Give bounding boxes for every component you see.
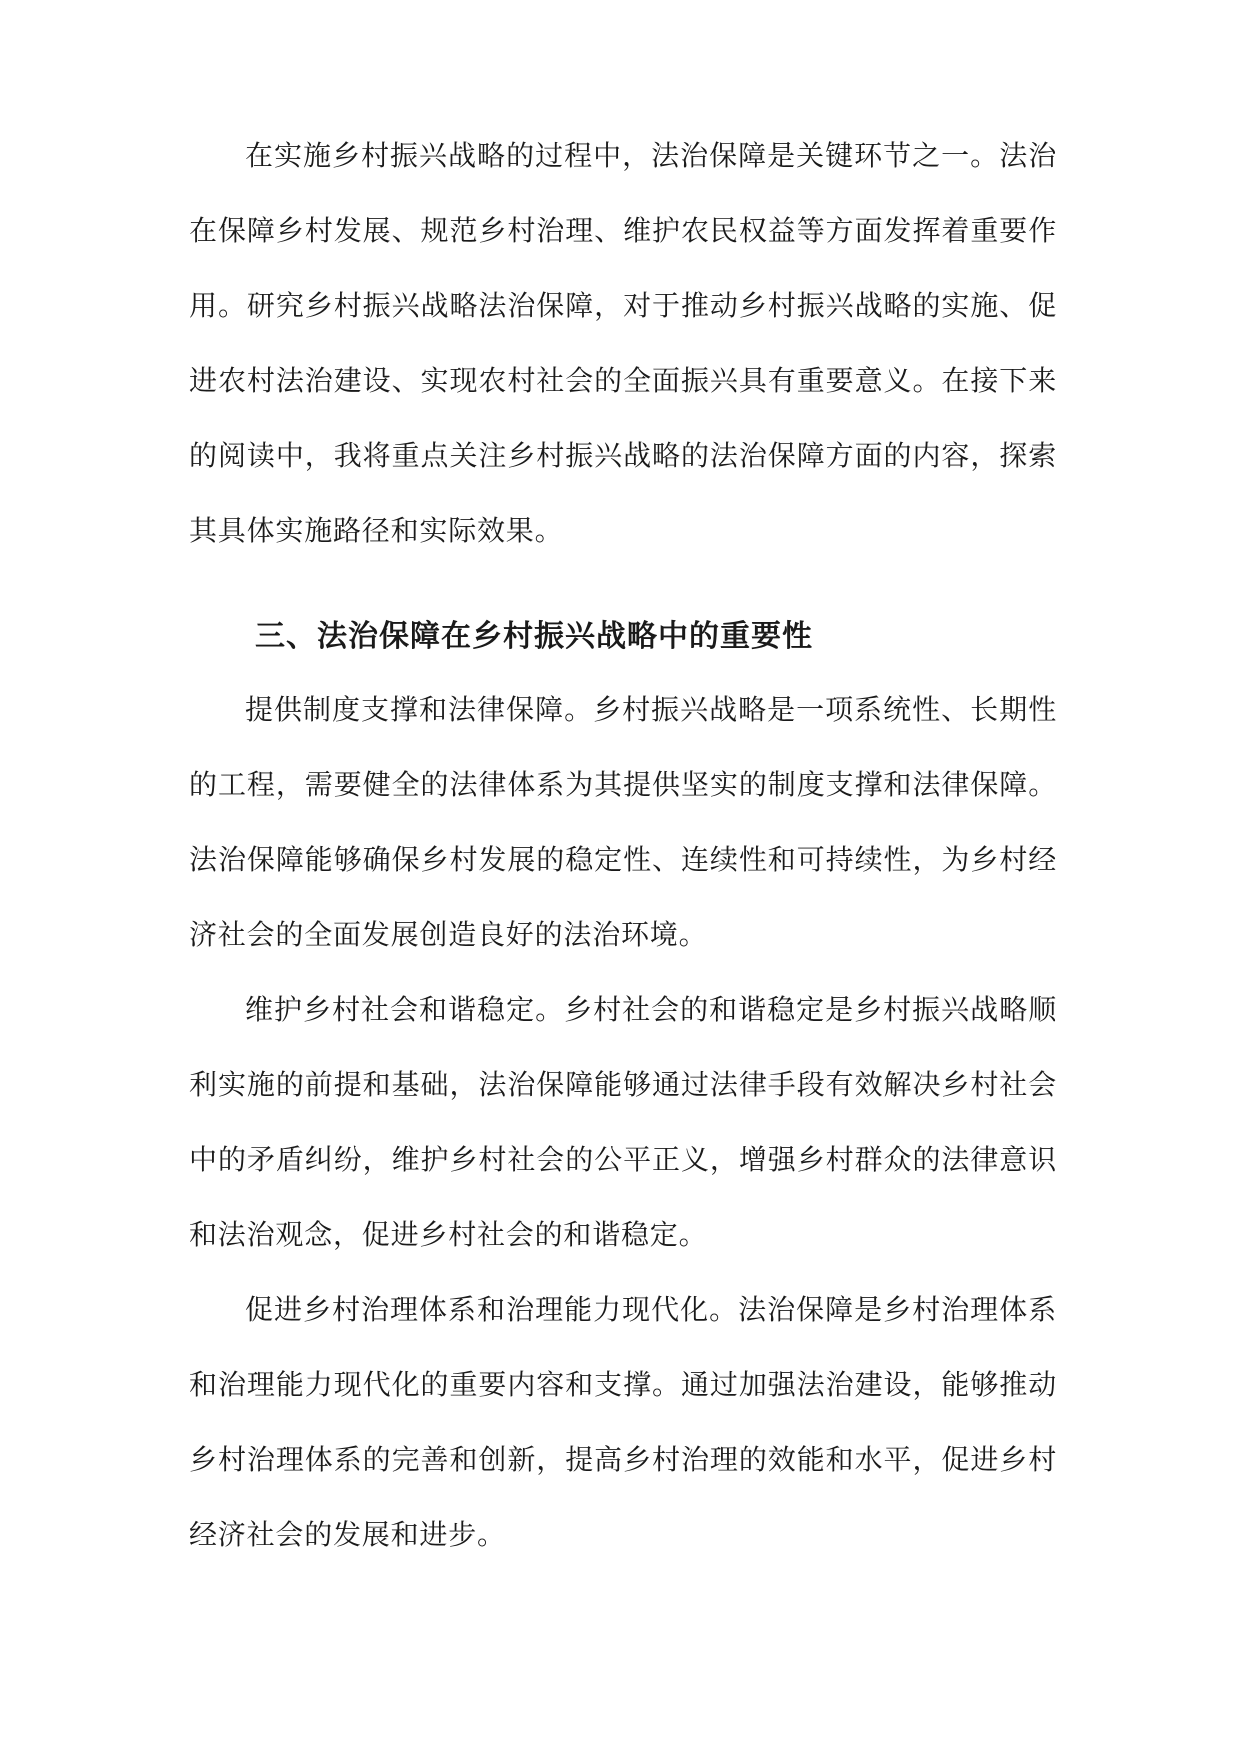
paragraph-social-harmony: 维护乡村社会和谐稳定。乡村社会的和谐稳定是乡村振兴战略顺利实施的前提和基础，法治保障能够通过法律手段有效解决乡村社会中的矛盾纠纷，维护乡村社会的公平正义，增强乡村群众的法律意识和法治观念，促进乡村社会的和谐稳定。 (189, 993, 1057, 1251)
paragraph-institutional-support: 提供制度支撑和法律保障。乡村振兴战略是一项系统性、长期性的工程，需要健全的法律体系为其提供坚实的制度支撑和法律保障。法治保障能够确保乡村发展的稳定性、连续性和可持续性，为乡村经济社会的全面发展创造良好的法治环境。 (189, 693, 1057, 951)
document-page (189, 118, 1057, 1572)
section-heading: 三、法治保障在乡村振兴战略中的重要性 (255, 619, 813, 654)
paragraph-governance-modernization: 促进乡村治理体系和治理能力现代化。法治保障是乡村治理体系和治理能力现代化的重要内容和支撑。通过加强法治建设，能够推动乡村治理体系的完善和创新，提高乡村治理的效能和水平，促进乡村经济社会的发展和进步。 (189, 1293, 1057, 1551)
spacer (189, 568, 1057, 602)
intro-paragraph: 在实施乡村振兴战略的过程中，法治保障是关键环节之一。法治在保障乡村发展、规范乡村治理、维护农民权益等方面发挥着重要作用。研究乡村振兴战略法治保障，对于推动乡村振兴战略的实施、促进农村法治建设、实现农村社会的全面振兴具有重要意义。在接下来的阅读中，我将重点关注乡村振兴战略的法治保障方面的内容，探索其具体实施路径和实际效果。 (189, 139, 1057, 547)
